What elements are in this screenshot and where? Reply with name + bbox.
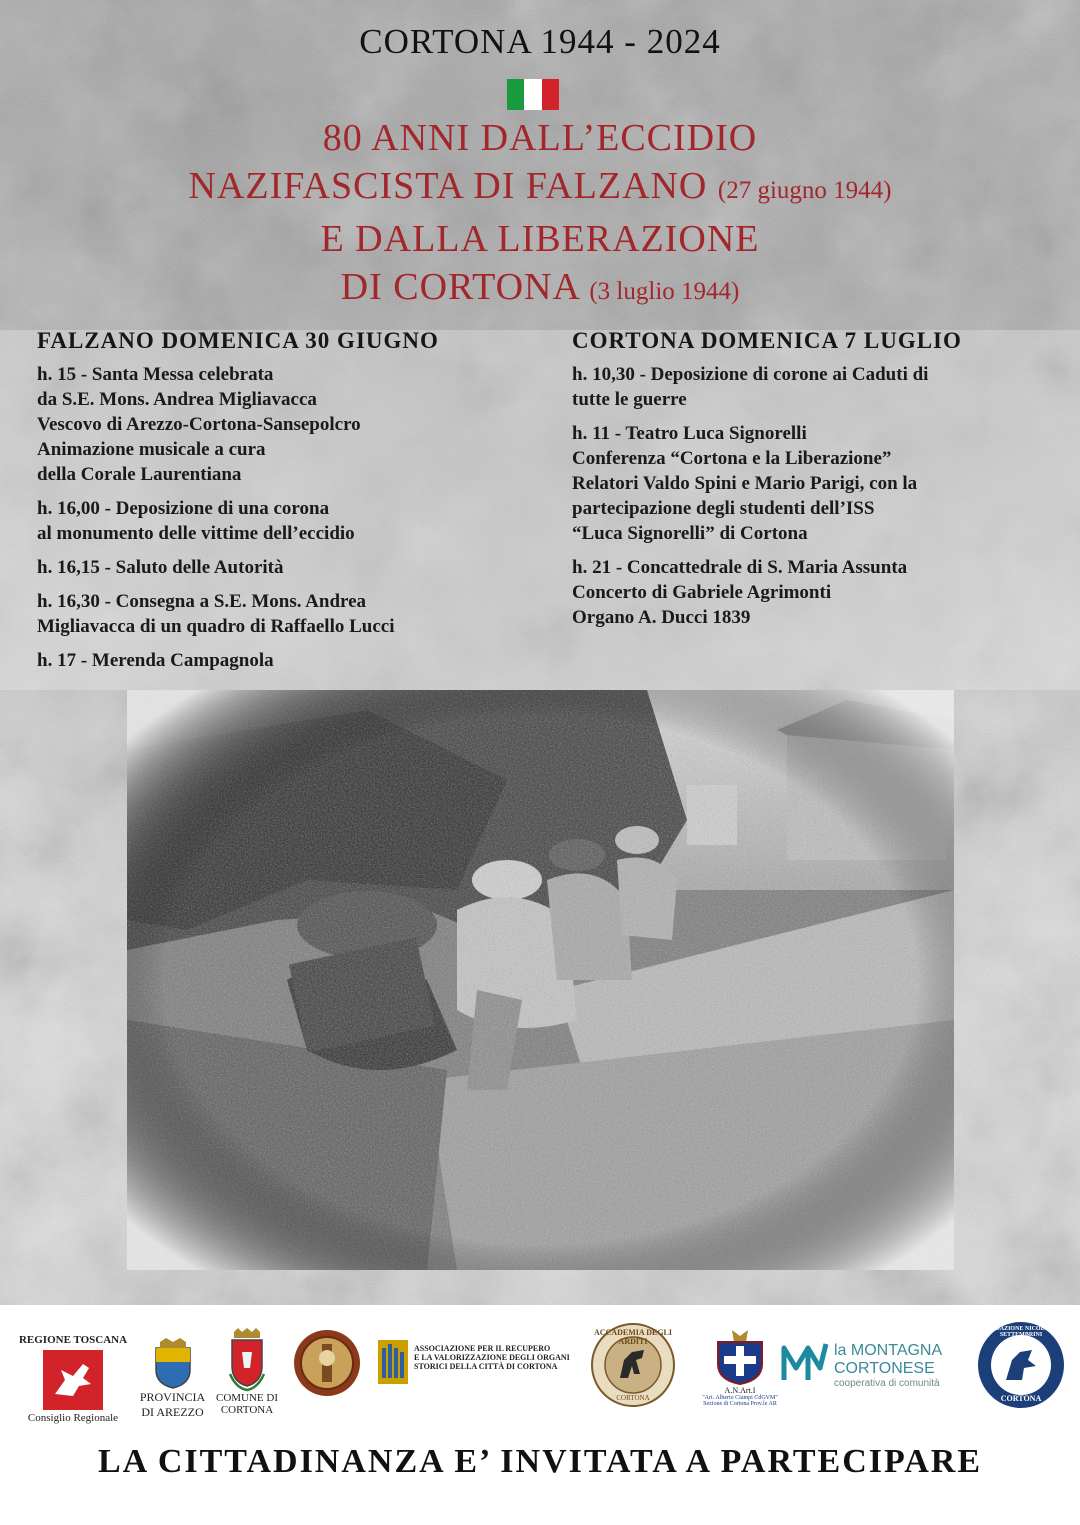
regione-title: REGIONE TOSCANA xyxy=(18,1334,128,1346)
headline-line-1: 80 ANNI DALL’ECCIDIO xyxy=(322,117,758,159)
fondazione-settembrini-logo xyxy=(976,1320,1066,1410)
montagna-label-2: CORTONESE xyxy=(834,1360,935,1377)
comune-label-1: COMUNE DI xyxy=(215,1392,279,1404)
anarti-logo xyxy=(690,1328,790,1407)
associazione-organi-logo xyxy=(378,1340,578,1384)
flag-white-band xyxy=(524,79,541,110)
accademia-ring-label: ACCADEMIA DEGLI ARDITI xyxy=(593,1328,672,1346)
associazione-label-2: E LA VALORIZZAZIONE DEGLI ORGANI xyxy=(414,1353,570,1362)
headline-line-3: E DALLA LIBERAZIONE xyxy=(320,218,760,260)
anarti-label-2: "Art. Alberto Ciampi CdGVM" xyxy=(702,1395,778,1401)
regione-toscana-logo xyxy=(18,1334,128,1424)
cortona-entry: h. 11 - Teatro Luca Signorelli Conferenza “Cortona e la Liberazione” Relatori Valdo Spini e Mario Parigi, con la partecipazione degli studenti dell’ISS “Luca Signorelli” di Cortona xyxy=(572,423,918,544)
falzano-program xyxy=(37,328,537,682)
headline-falzano: NAZIFASCISTA DI FALZANO xyxy=(188,165,708,207)
invitation-line: LA CITTADINANZA E’ INVITATA A PARTECIPARE xyxy=(97,1443,983,1480)
fondazione-ring-label: FONDAZIONE NICODEMO SETTEMBRINI xyxy=(982,1326,1060,1338)
seal-emblem-icon xyxy=(292,1328,362,1398)
associazione-label-1: ASSOCIAZIONE PER IL RECUPERO xyxy=(414,1344,551,1353)
provincia-label-1: PROVINCIA xyxy=(139,1390,206,1404)
anarti-label-1: A.N.Art.I xyxy=(724,1386,756,1395)
italian-flag-icon xyxy=(507,79,559,110)
headline xyxy=(0,114,1080,316)
anarti-label-3: Sezione di Cortona Prov.le AR xyxy=(703,1401,777,1407)
montagna-label-3: cooperativa di comunità xyxy=(834,1378,940,1389)
montagna-cortonese-logo xyxy=(780,1340,955,1389)
montagna-label-1: la MONTAGNA xyxy=(834,1342,943,1359)
associazione-label-3: STORICI DELLA CITTÀ DI CORTONA xyxy=(414,1362,558,1371)
pegasus-icon xyxy=(43,1350,103,1410)
falzano-entry: h. 17 - Merenda Campagnola xyxy=(37,650,274,671)
headline-line-4 xyxy=(0,263,1080,316)
comune-cortona-logo xyxy=(212,1328,282,1416)
cortona-date: (3 luglio 1944) xyxy=(589,278,740,305)
cortona-entry: h. 21 - Concattedrale di S. Maria Assunta Concerto di Gabriele Agrimonti Organo A. Ducci 1839 xyxy=(572,557,908,628)
sponsor-logos xyxy=(0,1318,1080,1433)
provincia-crest-icon xyxy=(152,1338,194,1390)
fondazione-bottom-label: CORTONA xyxy=(1000,1394,1042,1403)
historical-soldiers-photo xyxy=(127,690,954,1270)
montagna-m-icon xyxy=(780,1340,830,1384)
anarti-crest-icon xyxy=(712,1328,768,1386)
falzano-heading: FALZANO DOMENICA 30 GIUGNO xyxy=(37,328,439,353)
cortona-program xyxy=(572,328,1062,639)
falzano-date: (27 giugno 1944) xyxy=(717,177,892,204)
comune-label-2: CORTONA xyxy=(220,1404,274,1416)
accademia-bottom-label: CORTONA xyxy=(616,1394,650,1402)
event-title: CORTONA 1944 - 2024 xyxy=(359,22,721,61)
regione-subtitle: Consiglio Regionale xyxy=(27,1412,119,1424)
headline-line-2 xyxy=(0,162,1080,215)
cortona-entry: h. 10,30 - Deposizione di corone ai Caduti di tutte le guerre xyxy=(572,364,929,410)
provincia-label-2: DI AREZZO xyxy=(141,1405,204,1419)
comune-crest-icon xyxy=(224,1328,270,1392)
accademia-arditi-logo xyxy=(590,1322,680,1412)
headline-cortona: DI CORTONA xyxy=(340,266,579,308)
falzano-entry: h. 15 - Santa Messa celebrata da S.E. Mons. Andrea Migliavacca Vescovo di Arezzo-Cortona-Sansepolcro Animazione musicale a cura della Corale Laurentiana xyxy=(37,364,361,485)
falzano-entry: h. 16,30 - Consegna a S.E. Mons. Andrea Migliavacca di un quadro di Raffaello Lucci xyxy=(37,591,395,637)
organ-pipes-icon xyxy=(378,1340,408,1384)
falzano-entry: h. 16,15 - Saluto delle Autorità xyxy=(37,557,284,578)
falzano-entry: h. 16,00 - Deposizione di una corona al monumento delle vittime dell’eccidio xyxy=(37,498,355,544)
flag-red-band xyxy=(542,79,559,110)
cortona-heading: CORTONA DOMENICA 7 LUGLIO xyxy=(572,328,962,353)
provincia-arezzo-logo xyxy=(135,1338,210,1420)
flag-green-band xyxy=(507,79,524,110)
